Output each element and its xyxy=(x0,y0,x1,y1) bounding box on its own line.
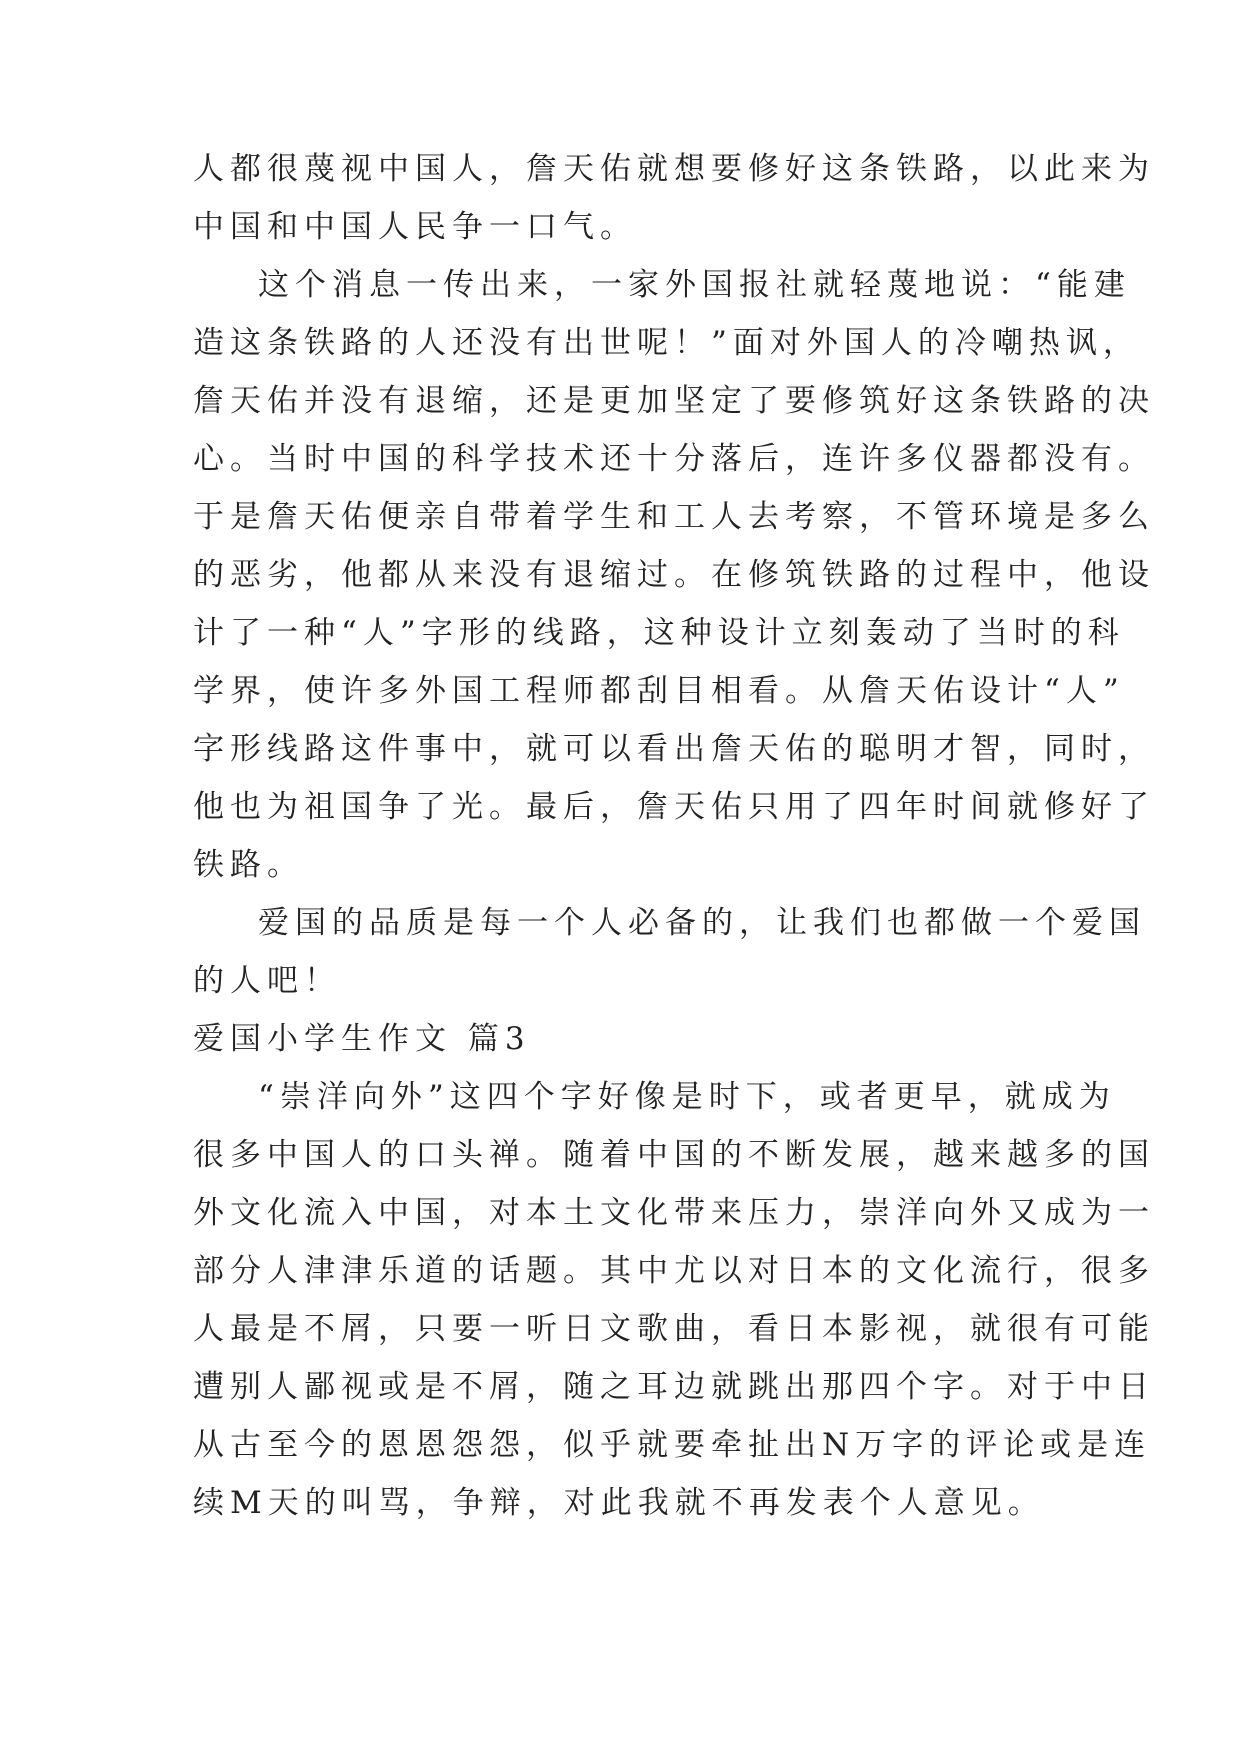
text-line-8: 的恶劣，他都从来没有退缩过。在修筑铁路的过程中，他设 xyxy=(193,557,1155,593)
text-line-1: 人都很蔑视中国人，詹天佑就想要修好这条铁路，以此来为 xyxy=(193,151,1155,187)
text-line-21: 人最是不屑，只要一听日文歌曲，看日本影视，就很有可能 xyxy=(193,1311,1155,1347)
text-line-2: 中国和中国人民争一口气。 xyxy=(193,209,637,245)
section-heading: 爱国小学生作文 篇3 xyxy=(193,1021,531,1057)
text-line-5: 詹天佑并没有退缩，还是更加坚定了要修筑好这条铁路的决 xyxy=(193,383,1155,419)
text-line-7: 于是詹天佑便亲自带着学生和工人去考察，不管环境是多么 xyxy=(193,499,1155,535)
text-line-19: 外文化流入中国，对本土文化带来压力，崇洋向外又成为一 xyxy=(193,1195,1155,1231)
text-line-23: 从古至今的恩恩怨怨，似乎就要牵扯出N万字的评论或是连 xyxy=(193,1427,1152,1463)
text-line-22: 遭别人鄙视或是不屑，随之耳边就跳出那四个字。对于中日 xyxy=(193,1369,1155,1405)
text-line-14: 爱国的品质是每一个人必备的，让我们也都做一个爱国 xyxy=(258,905,1146,941)
text-line-20: 部分人津津乐道的话题。其中尤以对日本的文化流行，很多 xyxy=(193,1253,1155,1289)
text-line-24: 续M天的叫骂，争辩，对此我就不再发表个人意见。 xyxy=(193,1485,1045,1521)
text-line-11: 字形线路这件事中，就可以看出詹天佑的聪明才智，同时， xyxy=(193,731,1155,767)
text-line-12: 他也为祖国争了光。最后，詹天佑只用了四年时间就修好了 xyxy=(193,789,1155,825)
text-line-4: 造这条铁路的人还没有出世呢！”面对外国人的冷嘲热讽， xyxy=(193,325,1140,361)
text-line-3: 这个消息一传出来，一家外国报社就轻蔑地说：“能建 xyxy=(258,267,1131,303)
text-line-18: 很多中国人的口头禅。随着中国的不断发展，越来越多的国 xyxy=(193,1137,1155,1173)
text-line-6: 心。当时中国的科学技术还十分落后，连许多仪器都没有。 xyxy=(193,441,1155,477)
text-line-10: 学界，使许多外国工程师都刮目相看。从詹天佑设计“人” xyxy=(193,673,1125,709)
text-line-13: 铁路。 xyxy=(193,847,304,883)
text-line-17: “崇洋向外”这四个字好像是时下，或者更早，就成为 xyxy=(258,1079,1116,1115)
text-line-15: 的人吧！ xyxy=(193,963,341,999)
text-line-9: 计了一种“人”字形的线路，这种设计立刻轰动了当时的科 xyxy=(193,615,1125,651)
